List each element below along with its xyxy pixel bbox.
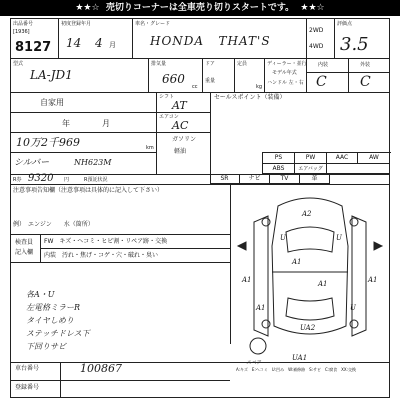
equip-airbag: エアバッグ xyxy=(295,164,327,174)
banner-text: 売切りコーナーは全車売り切りスタートです。 xyxy=(105,3,295,13)
damage-label: UA1 xyxy=(292,354,308,362)
door-label: ドア xyxy=(205,61,215,67)
damage-label: A1 xyxy=(242,276,252,284)
equip-sr: SR xyxy=(210,174,240,184)
displacement-value: 660 xyxy=(162,72,185,86)
damage-legend: A:キズ E:ヘコミ U:凹み W:補修跡 S:サビ C:腐食 XX:交換 xyxy=(236,367,357,372)
damage-label: A1 xyxy=(292,258,302,266)
windshield-outline xyxy=(286,227,334,252)
notes-label: 注意事項告知欄（注意事項は具体的に記入して下さい） xyxy=(13,187,164,194)
remark-line: 各A・U xyxy=(26,290,55,299)
wheel-front-left xyxy=(262,218,270,226)
inspector-title1: 検査員 xyxy=(15,239,34,246)
damage-label: A1 xyxy=(368,276,378,284)
damage-label: A1 xyxy=(256,304,266,312)
equip-abs: ABS xyxy=(263,164,295,174)
wheel-rear-left xyxy=(262,320,270,328)
ac-value: AC xyxy=(172,119,189,132)
equip-aac: AAC xyxy=(327,153,358,164)
top-banner xyxy=(0,0,400,16)
chassis-number: 100867 xyxy=(80,362,122,375)
weight-label: 重量 xyxy=(205,78,216,84)
first-reg-month: 4 xyxy=(95,36,103,50)
lot-code: [1936] xyxy=(13,29,30,35)
banner-stars-left: ★★☆ xyxy=(75,3,100,13)
rear-window-outline xyxy=(286,298,334,320)
mileage: 10万2千969 xyxy=(16,136,80,149)
inspector-row-fw: FW キズ・ヘコミ・ヒビ割・リペア跡・交換 xyxy=(44,238,168,245)
recycle-label: R券 xyxy=(13,177,22,183)
damage-label: U xyxy=(280,234,286,242)
inspector-title2: 記入欄 xyxy=(15,249,34,256)
model-code: LA-JD1 xyxy=(30,68,73,82)
spare-tire xyxy=(250,338,266,354)
steering-label: ハンドル 左・右 xyxy=(267,80,304,86)
equip-tv: TV xyxy=(270,174,300,184)
equip-pw: PW xyxy=(295,153,327,164)
capacity-label: 定員 xyxy=(237,61,248,67)
chassis-label: 車台番号 xyxy=(15,365,40,372)
remark-line: 下回りサビ xyxy=(26,342,66,351)
color-code: NH623M xyxy=(74,158,112,167)
interior-label: 内装 xyxy=(318,62,329,68)
recycle-status-label: R預託状況 xyxy=(84,177,108,183)
damage-label: A2 xyxy=(302,210,312,218)
notes-sample: 例） エンジン 水（箇所） xyxy=(13,221,94,228)
car-body-outline xyxy=(272,198,348,334)
remarks xyxy=(26,288,90,353)
model-label: 型式 xyxy=(13,61,24,67)
wheel-front-right xyxy=(350,218,358,226)
equip-ps: PS xyxy=(263,153,295,164)
remark-line: 左電格ミラーR xyxy=(26,303,81,312)
use-type: 自家用 xyxy=(40,98,64,107)
damage-label: U xyxy=(350,304,356,312)
remark-line: ステッチドレス下 xyxy=(26,329,90,338)
shift-value: AT xyxy=(172,99,187,112)
damage-label: U xyxy=(336,234,342,242)
equip-leather: 革 xyxy=(300,174,330,184)
damage-label: A1 xyxy=(318,280,328,288)
grade-label: 評価点 xyxy=(337,21,353,27)
lot-number: 8127 xyxy=(15,40,52,55)
displacement-label: 排気量 xyxy=(151,61,167,67)
exterior-label: 外装 xyxy=(360,62,371,68)
remark-line: タイヤしめり xyxy=(26,316,74,325)
car-name-label: 車名・グレード xyxy=(135,21,171,27)
exterior-grade: C xyxy=(360,74,371,90)
inspector-row-interior: 内装 汚れ・焦げ・コゲ・穴・破れ・臭い xyxy=(44,252,159,259)
equip-navi: ナビ xyxy=(240,174,270,184)
shift-label: シフト xyxy=(159,94,175,100)
first-reg-label: 初度登録年月 xyxy=(61,21,92,27)
ac-label: エアコン xyxy=(159,114,179,120)
first-reg-year: 14 xyxy=(66,36,82,50)
recycle-amount: 9320 xyxy=(28,173,54,184)
fuel-diesel: 軽油 xyxy=(174,148,187,155)
grade-score: 3.5 xyxy=(340,34,369,55)
dealer-label: ディーラー・並行 xyxy=(267,61,307,67)
registration-label: 登録番号 xyxy=(15,384,40,391)
drive-2wd: 2WD xyxy=(309,27,324,34)
body-color: シルバー xyxy=(14,158,50,168)
wheel-rear-right xyxy=(350,320,358,328)
damage-label: UA2 xyxy=(300,324,316,332)
banner-stars-right: ★★☆ xyxy=(300,3,325,13)
car-name: HONDA THAT'S xyxy=(150,34,271,48)
lot-label: 出品番号 xyxy=(13,21,34,27)
interior-grade: C xyxy=(316,74,327,90)
drive-4wd: 4WD xyxy=(309,43,324,50)
model-year-label: モデル年式 xyxy=(272,70,297,76)
fuel-gasoline: ガソリン xyxy=(172,136,197,143)
equip-aw: AW xyxy=(358,153,390,164)
car-damage-diagram xyxy=(232,186,388,366)
spare-label: スペア xyxy=(246,360,262,366)
sales-point-label: セールスポイント（装備） xyxy=(214,94,286,101)
